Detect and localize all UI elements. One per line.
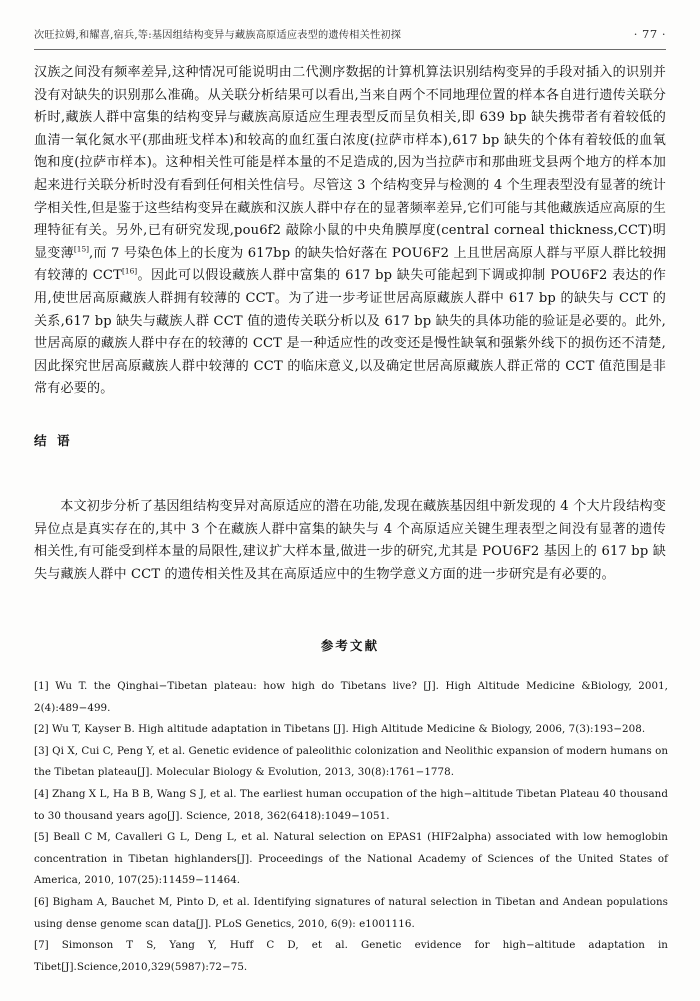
- citation-ref-16: [16]: [121, 266, 138, 276]
- paragraph-continued: [34, 62, 666, 401]
- citation-ref-15: [15]: [73, 244, 90, 254]
- reference-item: [7] Simonson T S, Yang Y, Huff C D, et al. Genetic evidence for high−altitude adaptation in Tibet[J].Science,2010,329(5987):72−75.: [34, 939, 668, 973]
- reference-item: [6] Bigham A, Bauchet M, Pinto D, et al. Identifying signatures of natural selection in Tibetan and Andean populations using dense genome scan data[J]. PLoS Genetics, 2010, 6(9): e1001116.: [34, 895, 668, 930]
- paragraph-text-part2: ,而 7 号染色体上的长度为 617bp 的缺失恰好落在 POU6F2 上且世居高原人群与平原人群比较拥有较薄的 CCT: [34, 245, 666, 284]
- reference-item: [1] Wu T. the Qinghai−Tibetan plateau: how high do Tibetans live? [J]. High Altitude Medicine &Biology, 2001, 2(4):489−499.: [34, 680, 668, 714]
- main-body: [34, 62, 666, 401]
- reference-item: [2] Wu T, Kayser B. High altitude adaptation in Tibetans [J]. High Altitude Medicine & Biology, 2006, 7(3):193−208.: [34, 723, 646, 736]
- references-heading: 参考文献: [320, 638, 380, 653]
- running-header-title: 次旺拉姆,和耀喜,宿兵,等:基因组结构变异与藏族高原适应表型的遗传相关性初探: [34, 30, 402, 41]
- reference-item: [4] Zhang X L, Ha B B, Wang S J, et al. The earliest human occupation of the high−altitude Tibetan Plateau 40 thousand to 30 thousand years ago[J]. Science, 2018, 362(6418):1049−1051.: [34, 787, 668, 822]
- reference-item: [5] Beall C M, Cavalleri G L, Deng L, et al. Natural selection on EPAS1 (HIF2alpha) associated with low hemoglobin concentration in Tibetan highlanders[J]. Proceedings of the National Academy of Sciences of the United States of America, 2010, 107(25):11459−11464.: [34, 831, 668, 887]
- header-divider: [34, 49, 666, 50]
- paragraph-text-part1: 汉族之间没有频率差异,这种情况可能说明由二代测序数据的计算机算法识别结构变异的手段对插入的识别并没有对缺失的识别那么准确。从关联分析结果可以看出,当来自两个不同地理位置的样本各自进行遗传关联分析时,藏族人群中富集的结构变异与藏族高原适应生理表型反而呈负相关,即 639 bp 缺失携带者有着较低的血清一氧化氮水平(那曲班戈样本)和较高的血红蛋白浓度(拉萨市样本),617 bp 缺失的个体有着较低的血氧饱和度(拉萨市样本)。这种相关性可能是样本量的不足造成的,因为当拉萨市和那曲班戈县两个地方的样本加起来进行关联分析时没有看到任何相关性信号。尽管这 3 个结构变异与检测的 4 个生理表型没有显著的统计学相关性,但是鉴于这些结构变异在藏族和汉族人群中存在的显著频率差异,它们可能与其他藏族适应高原的生理特征有关。另外,已有研究发现,pou6f2 敲除小鼠的中央角膜厚度(central corneal thickness,CCT)明显变薄: [34, 65, 666, 261]
- references-list: [34, 676, 668, 978]
- conclusion-paragraph: 本文初步分析了基因组结构变异对高原适应的潜在功能,发现在藏族基因组中新发现的 4 个大片段结构变异位点是真实存在的,其中 3 个在藏族人群中富集的缺失与 4 个高原适应关键生理表型之间没有显著的遗传相关性,有可能受到样本量的局限性,建议扩大样本量,做进一步的研究,尤其是 POU6F2 基因上的 617 bp 缺失与藏族人群中 CCT 的遗传相关性及其在高原适应中的生物学意义方面的进一步研究是有必要的。: [34, 499, 666, 582]
- reference-item: [3] Qi X, Cui C, Peng Y, et al. Genetic evidence of paleolithic colonization and Neolithic expansion of modern humans on the Tibetan plateau[J]. Molecular Biology & Evolution, 2013, 30(8):1761−1778.: [34, 744, 668, 779]
- running-header: [34, 26, 666, 41]
- paragraph-text-part3: 。因此可以假设藏族人群中富集的 617 bp 缺失可能起到下调或抑制 POU6F2 表达的作用,使世居高原藏族人群拥有较薄的 CCT。为了进一步考证世居高原藏族人群中 617 bp 的缺失与 CCT 的关系,617 bp 缺失与藏族人群 CCT 值的遗传关联分析以及 617 bp 缺失的具体功能的验证是必要的。此外,世居高原的藏族人群中存在的较薄的 CCT 是一种适应性的改变还是慢性缺氧和强紫外线下的损伤还不清楚,因此探究世居高原藏族人群中较薄的 CCT 的临床意义,以及确定世居高原藏族人群正常的 CCT 值范围是非常有必要的。: [34, 268, 666, 397]
- conclusion-body: [34, 496, 666, 586]
- conclusion-heading: 结 语: [34, 433, 73, 448]
- page-number: · 77 ·: [633, 27, 666, 41]
